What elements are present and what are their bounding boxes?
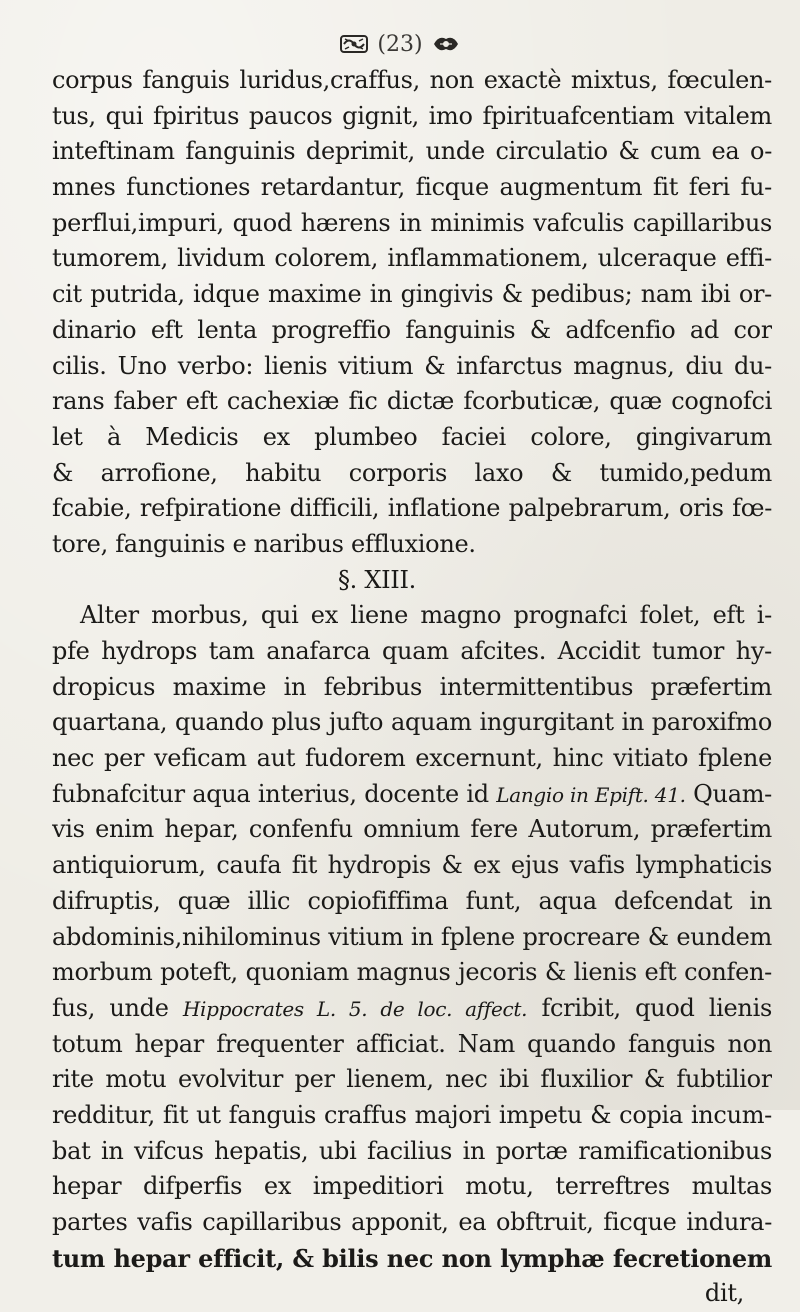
text-line: inteftinam fanguinis deprimit, unde circulatio & cum ea o- <box>52 137 772 166</box>
text-line: cit putrida, idque maxime in gingivis & pedibus; nam ibi or- <box>52 280 772 309</box>
text-line: redditur, fit ut fanguis craffus majori impetu & copia incum- <box>52 1100 772 1129</box>
citation-italic: Langio in Epift. 41. <box>496 782 686 807</box>
text-line: antiquiorum, caufa fit hydropis & ex ejus vafis lymphaticis <box>52 851 772 880</box>
page-number: (23) <box>377 31 423 57</box>
text-fragment: fcribit, quod lienis <box>541 993 772 1022</box>
text-line: & arrofione, habitu corporis laxo & tumido,pedum <box>52 458 772 487</box>
text-line: cilis. Uno verbo: lienis vitium & infarctus magnus, diu du- <box>52 351 772 380</box>
text-line: morbum poteft, quoniam magnus jecoris & lienis eft confen- <box>52 958 772 987</box>
text-line: difruptis, quæ illic copiofiffima funt, aqua defcendat in <box>52 886 772 915</box>
text-line: let à Medicis ex plumbeo faciei colore, gingivarum <box>52 422 772 451</box>
left-fleuron-ornament-icon <box>339 33 369 55</box>
citation-italic: Hippocrates L. 5. de loc. affect. <box>182 996 528 1021</box>
text-fragment: fubnafcitur aqua interius, docente id <box>52 779 497 808</box>
text-line: partes vafis capillaribus apponit, ea obftruit, ficque indura- <box>52 1208 772 1237</box>
text-line: Alter morbus, qui ex liene magno prognafci folet, eft i- <box>80 601 772 630</box>
text-line: tumorem, lividum colorem, inflammationem, ulceraque effi- <box>52 244 772 273</box>
text-line: abdominis,nihilominus vitium in fplene procreare & eundem <box>52 922 772 951</box>
text-line: hepar difperfis ex impeditiori motu, terreftres multas <box>52 1172 772 1201</box>
right-fleuron-ornament-icon <box>431 33 461 55</box>
text-line: rite motu evolvitur per lienem, nec ibi fluxilior & fubtilior <box>52 1065 772 1094</box>
text-line: rans faber eft cachexiæ fic dictæ fcorbuticæ, quæ cognofci <box>52 387 772 416</box>
text-line-hippocrates-citation <box>52 991 772 1027</box>
text-line: mnes functiones retardantur, ficque augmentum fit feri fu- <box>52 173 772 202</box>
page-header <box>0 22 800 66</box>
text-line: dinario eft lenta progreffio fanguinis & adfcenfio ad cor <box>52 315 772 344</box>
text-line: totum hepar frequenter afficiat. Nam quando fanguis non <box>52 1029 772 1058</box>
text-line-langio-citation <box>52 777 772 813</box>
text-line: tum hepar efficit, & bilis nec non lymphæ fecretionem <box>52 1243 772 1273</box>
text-line: tore, fanguinis e naribus effluxione. <box>52 529 476 558</box>
text-line: perflui,impuri, quod hærens in minimis vafculis capillaribus <box>52 208 772 237</box>
text-line: quartana, quando plus jufto aquam ingurgitant in paroxifmo <box>52 708 772 737</box>
text-line: vis enim hepar, confenfu omnium fere Autorum, præfertim <box>52 815 772 844</box>
text-line: pfe hydrops tam anafarca quam afcites. Accidit tumor hy- <box>52 637 772 666</box>
body-text <box>52 63 772 1312</box>
text-line: nec per veficam aut fudorem excernunt, hinc vitiato fplene <box>52 744 772 773</box>
text-line: tus, qui fpiritus paucos gignit, imo fpirituafcentiam vitalem <box>52 101 772 130</box>
text-line: dropicus maxime in febribus intermittentibus præfertim <box>52 672 772 701</box>
text-fragment: Quam- <box>685 779 772 808</box>
catchword: dit, <box>704 1279 744 1308</box>
text-line: corpus fanguis luridus,craffus, non exactè mixtus, fœculen- <box>52 66 772 94</box>
text-fragment: fus, unde <box>52 993 183 1022</box>
section-heading: §. XIII. <box>337 565 416 594</box>
text-line: fcabie, refpiratione difficili, inflatione palpebrarum, oris fœ- <box>52 494 772 523</box>
text-line: bat in vifcus hepatis, ubi facilius in portæ ramificationibus <box>52 1136 772 1165</box>
